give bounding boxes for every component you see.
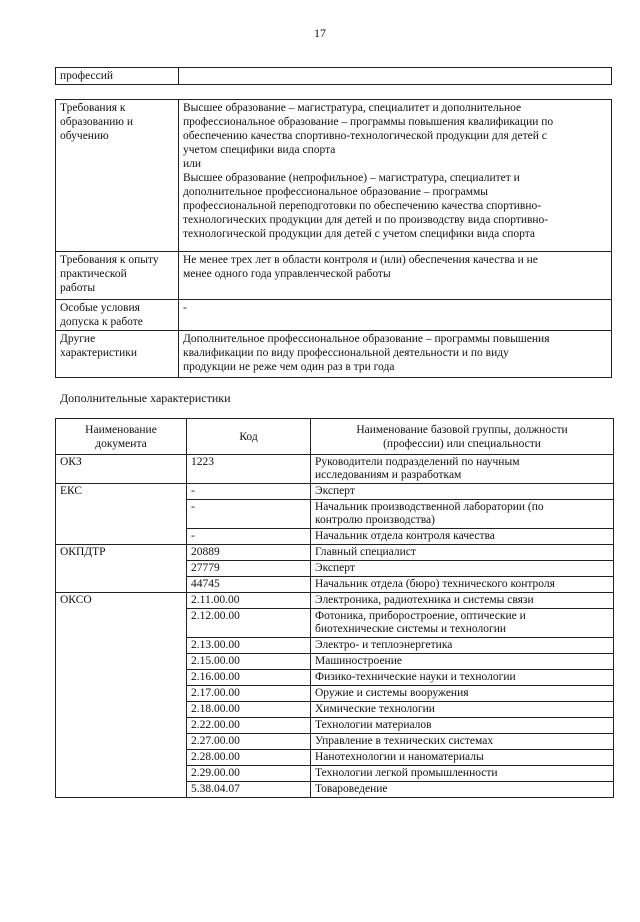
code-cell: - (187, 500, 311, 529)
code-cell: 2.11.00.00 (187, 593, 311, 609)
requirement-value: Высшее образование – магистратура, специалитет и дополнительное профессиональное образование – программы повышения квалификации по обеспечению качества спортивно-технологической продукции для детей с учетом специфики вида спорта или Высшее образование (непрофильное) – магистратура, специалитет и дополнительное профессиональное образование – программы профессиональной переподготовки по обеспечению качества спортивно- технологических продукции для детей и по производству вида спортивно- технологической продукции для детей с учетом специфики вида спорта (179, 100, 612, 252)
table-row (56, 545, 614, 561)
fragment-value (179, 68, 612, 85)
requirement-label: Требования к опыту практической работы (56, 252, 179, 300)
table-row (56, 593, 614, 609)
table-header-row (56, 419, 614, 455)
code-cell: 2.12.00.00 (187, 609, 311, 638)
table-row (56, 68, 612, 85)
code-cell: 2.27.00.00 (187, 734, 311, 750)
title-cell: Электроника, радиотехника и системы связи (311, 593, 614, 609)
table-row (56, 100, 612, 252)
code-cell: 44745 (187, 577, 311, 593)
column-header: Код (187, 419, 311, 455)
fragment-label: профессий (56, 68, 179, 85)
code-cell: 2.22.00.00 (187, 718, 311, 734)
document-name-cell: ОКПДТР (56, 545, 187, 593)
table-row (56, 484, 614, 500)
title-cell: Начальник отдела контроля качества (311, 529, 614, 545)
title-cell: Физико-технические науки и технологии (311, 670, 614, 686)
code-cell: 2.15.00.00 (187, 654, 311, 670)
requirement-label: Требования к образованию и обучению (56, 100, 179, 252)
title-cell: Нанотехнологии и наноматериалы (311, 750, 614, 766)
table-row (56, 331, 612, 378)
code-cell: - (187, 529, 311, 545)
title-cell: Оружие и системы вооружения (311, 686, 614, 702)
code-cell: 27779 (187, 561, 311, 577)
column-header: Наименование документа (56, 419, 187, 455)
code-cell: 2.13.00.00 (187, 638, 311, 654)
title-cell: Руководители подразделений по научным исследованиям и разработкам (311, 455, 614, 484)
title-cell: Машиностроение (311, 654, 614, 670)
title-cell: Эксперт (311, 484, 614, 500)
page-number: 17 (314, 26, 326, 40)
code-cell: 2.29.00.00 (187, 766, 311, 782)
title-cell: Управление в технических системах (311, 734, 614, 750)
title-cell: Технологии материалов (311, 718, 614, 734)
title-cell: Начальник производственной лаборатории (по контролю производства) (311, 500, 614, 529)
document-name-cell: ЕКС (56, 484, 187, 545)
section-caption: Дополнительные характеристики (60, 391, 231, 405)
title-cell: Химические технологии (311, 702, 614, 718)
top-fragment-table (55, 67, 612, 85)
title-cell: Эксперт (311, 561, 614, 577)
table-row (56, 252, 612, 300)
document-name-cell: ОКСО (56, 593, 187, 798)
title-cell: Начальник отдела (бюро) технического контроля (311, 577, 614, 593)
code-cell: 1223 (187, 455, 311, 484)
title-cell: Главный специалист (311, 545, 614, 561)
requirement-value: - (179, 300, 612, 331)
title-cell: Технологии легкой промышленности (311, 766, 614, 782)
requirements-table (55, 99, 612, 378)
table-row (56, 455, 614, 484)
table-row (56, 300, 612, 331)
requirement-value: Дополнительное профессиональное образование – программы повышения квалификации по виду профессиональной деятельности и по виду продукции не реже чем один раз в три года (179, 331, 612, 378)
additional-table-body (56, 455, 614, 798)
code-cell: - (187, 484, 311, 500)
code-cell: 2.28.00.00 (187, 750, 311, 766)
requirement-value: Не менее трех лет в области контроля и (или) обеспечения качества и не менее одного года управленческой работы (179, 252, 612, 300)
code-cell: 2.17.00.00 (187, 686, 311, 702)
code-cell: 5.38.04.07 (187, 782, 311, 798)
requirement-label: Другие характеристики (56, 331, 179, 378)
column-header: Наименование базовой группы, должности (профессии) или специальности (311, 419, 614, 455)
code-cell: 2.18.00.00 (187, 702, 311, 718)
additional-characteristics-table (55, 418, 614, 798)
title-cell: Фотоника, приборостроение, оптические и биотехнические системы и технологии (311, 609, 614, 638)
requirement-label: Особые условия допуска к работе (56, 300, 179, 331)
document-name-cell: ОКЗ (56, 455, 187, 484)
code-cell: 2.16.00.00 (187, 670, 311, 686)
title-cell: Товароведение (311, 782, 614, 798)
title-cell: Электро- и теплоэнергетика (311, 638, 614, 654)
code-cell: 20889 (187, 545, 311, 561)
